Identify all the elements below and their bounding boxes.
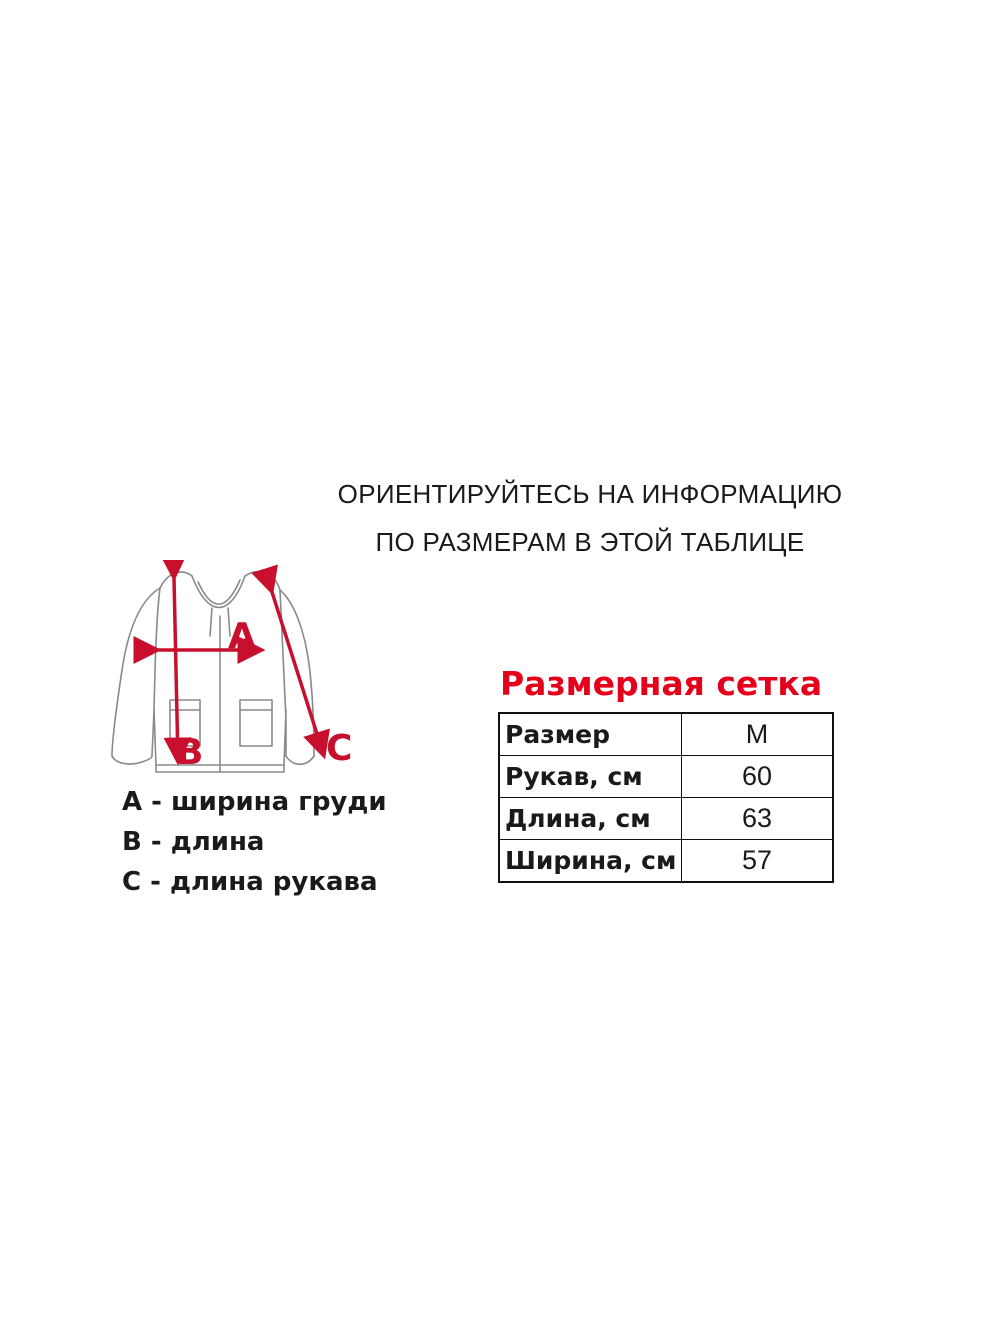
table-row [499, 798, 833, 840]
jacket-sketch-icon [100, 560, 370, 780]
table-row [499, 713, 833, 756]
size-table [498, 712, 834, 883]
intro-line-1: ОРИЕНТИРУЙТЕСЬ НА ИНФОРМАЦИЮ [337, 479, 843, 509]
table-row [499, 756, 833, 798]
label-a: A [228, 616, 256, 657]
legend-c: C - длина рукава [122, 867, 378, 897]
row-value: 60 [682, 756, 834, 798]
row-label: Рукав, см [499, 756, 682, 798]
intro-line-2: ПО РАЗМЕРАМ В ЭТОЙ ТАБЛИЦЕ [375, 527, 805, 557]
measurement-legend [122, 782, 387, 902]
row-value: 57 [682, 840, 834, 883]
row-label: Ширина, см [499, 840, 682, 883]
row-label: Длина, см [499, 798, 682, 840]
intro-text [300, 470, 880, 566]
jacket-measurement-diagram [100, 560, 370, 780]
legend-b: B - длина [122, 827, 265, 857]
legend-a: A - ширина груди [122, 787, 387, 817]
row-value: M [682, 713, 834, 756]
label-c: C [326, 728, 353, 769]
size-table-title: Размерная сетка [500, 664, 823, 703]
row-label: Размер [499, 713, 682, 756]
row-value: 63 [682, 798, 834, 840]
table-row [499, 840, 833, 883]
label-b: B [176, 732, 204, 773]
